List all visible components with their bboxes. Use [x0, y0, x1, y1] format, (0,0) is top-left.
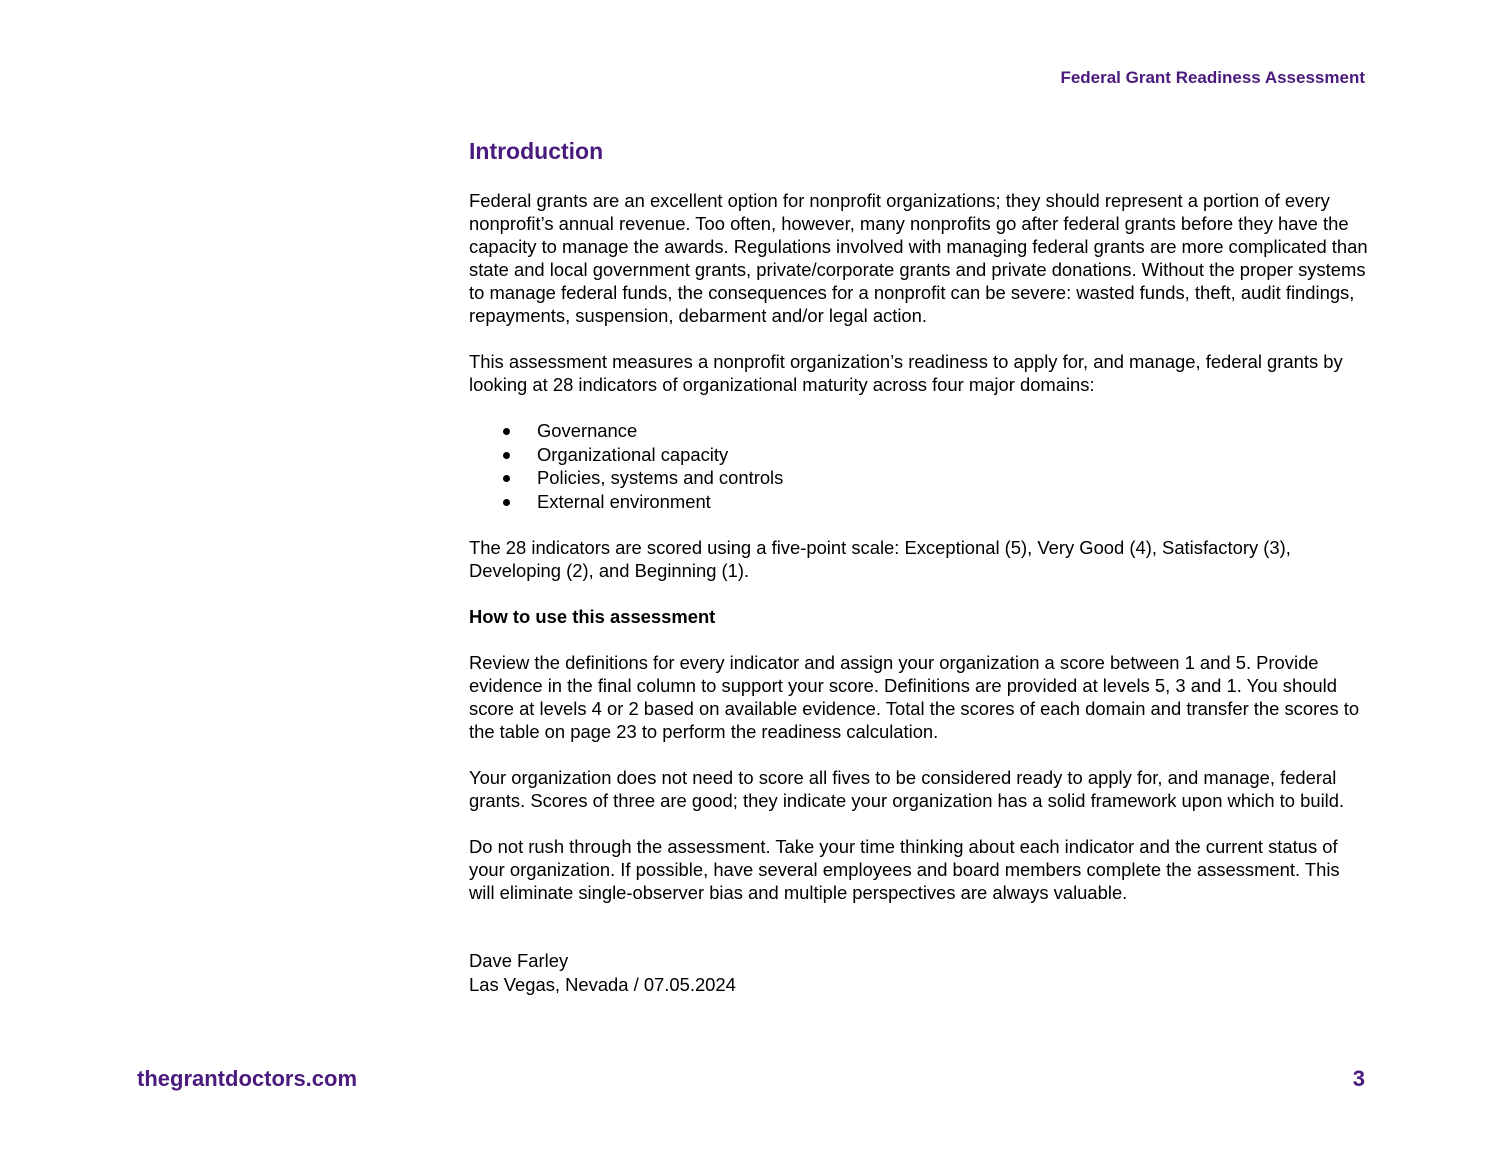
- intro-paragraph-3: The 28 indicators are scored using a five-point scale: Exceptional (5), Very Good (4), Satisfactory (3), Developing (2), and Beginning (1).: [469, 537, 1291, 581]
- domain-list-item: [469, 490, 1369, 514]
- domain-label: Policies, systems and controls: [537, 467, 784, 488]
- domain-list-item: [469, 443, 1369, 467]
- bullet-icon: [503, 428, 510, 435]
- domain-list: [469, 419, 1369, 513]
- bullet-icon: [503, 499, 510, 506]
- how-to-paragraph-2: Your organization does not need to score all fives to be considered ready to apply for, and manage, federal grants. Scores of three are good; they indicate your organization has a solid framework upon which to build.: [469, 767, 1345, 811]
- introduction-heading: Introduction: [469, 138, 604, 164]
- domain-label: Governance: [537, 420, 638, 441]
- place-date: Las Vegas, Nevada / 07.05.2024: [469, 974, 736, 995]
- bullet-icon: [503, 475, 510, 482]
- domain-list-item: [469, 466, 1369, 490]
- signature-block: [469, 949, 1369, 997]
- header-title: Federal Grant Readiness Assessment: [1060, 68, 1365, 87]
- page-number: 3: [1352, 1066, 1365, 1091]
- intro-paragraph-2: This assessment measures a nonprofit organization’s readiness to apply for, and manage, federal grants by looking at 28 indicators of organizational maturity across four major domains:: [469, 351, 1343, 395]
- bullet-icon: [503, 452, 510, 459]
- how-to-paragraph-1: Review the definitions for every indicator and assign your organization a score between 1 and 5. Provide evidence in the final column to support your score. Definitions are provided at levels 5, 3 and 1. You should score at levels 4 or 2 based on available evidence. Total the scores of each domain and transfer the scores to the table on page 23 to perform the readiness calculation.: [469, 652, 1360, 742]
- domain-label: External environment: [537, 490, 711, 512]
- domain-list-item: [469, 419, 1369, 443]
- footer-website: thegrantdoctors.com: [137, 1066, 358, 1091]
- author-name: Dave Farley: [469, 950, 569, 971]
- how-to-paragraph-3: Do not rush through the assessment. Take your time thinking about each indicator and the current status of your organization. If possible, have several employees and board members complete the assessment. This will eliminate single-observer bias and multiple perspectives are always valuable.: [469, 836, 1340, 903]
- how-to-heading: How to use this assessment: [469, 606, 716, 627]
- page-content: [469, 136, 1369, 997]
- domain-label: Organizational capacity: [537, 443, 729, 465]
- intro-paragraph-1: Federal grants are an excellent option for nonprofit organizations; they should represent a portion of every nonprofit’s annual revenue. Too often, however, many nonprofits go after federal grants before they have the capacity to manage the awards. Regulations involved with managing federal grants are more complicated than state and local government grants, private/corporate grants and private donations. Without the proper systems to manage federal funds, the consequences for a nonprofit can be severe: wasted funds, theft, audit findings, repayments, suspension, debarment and/or legal action.: [469, 190, 1368, 326]
